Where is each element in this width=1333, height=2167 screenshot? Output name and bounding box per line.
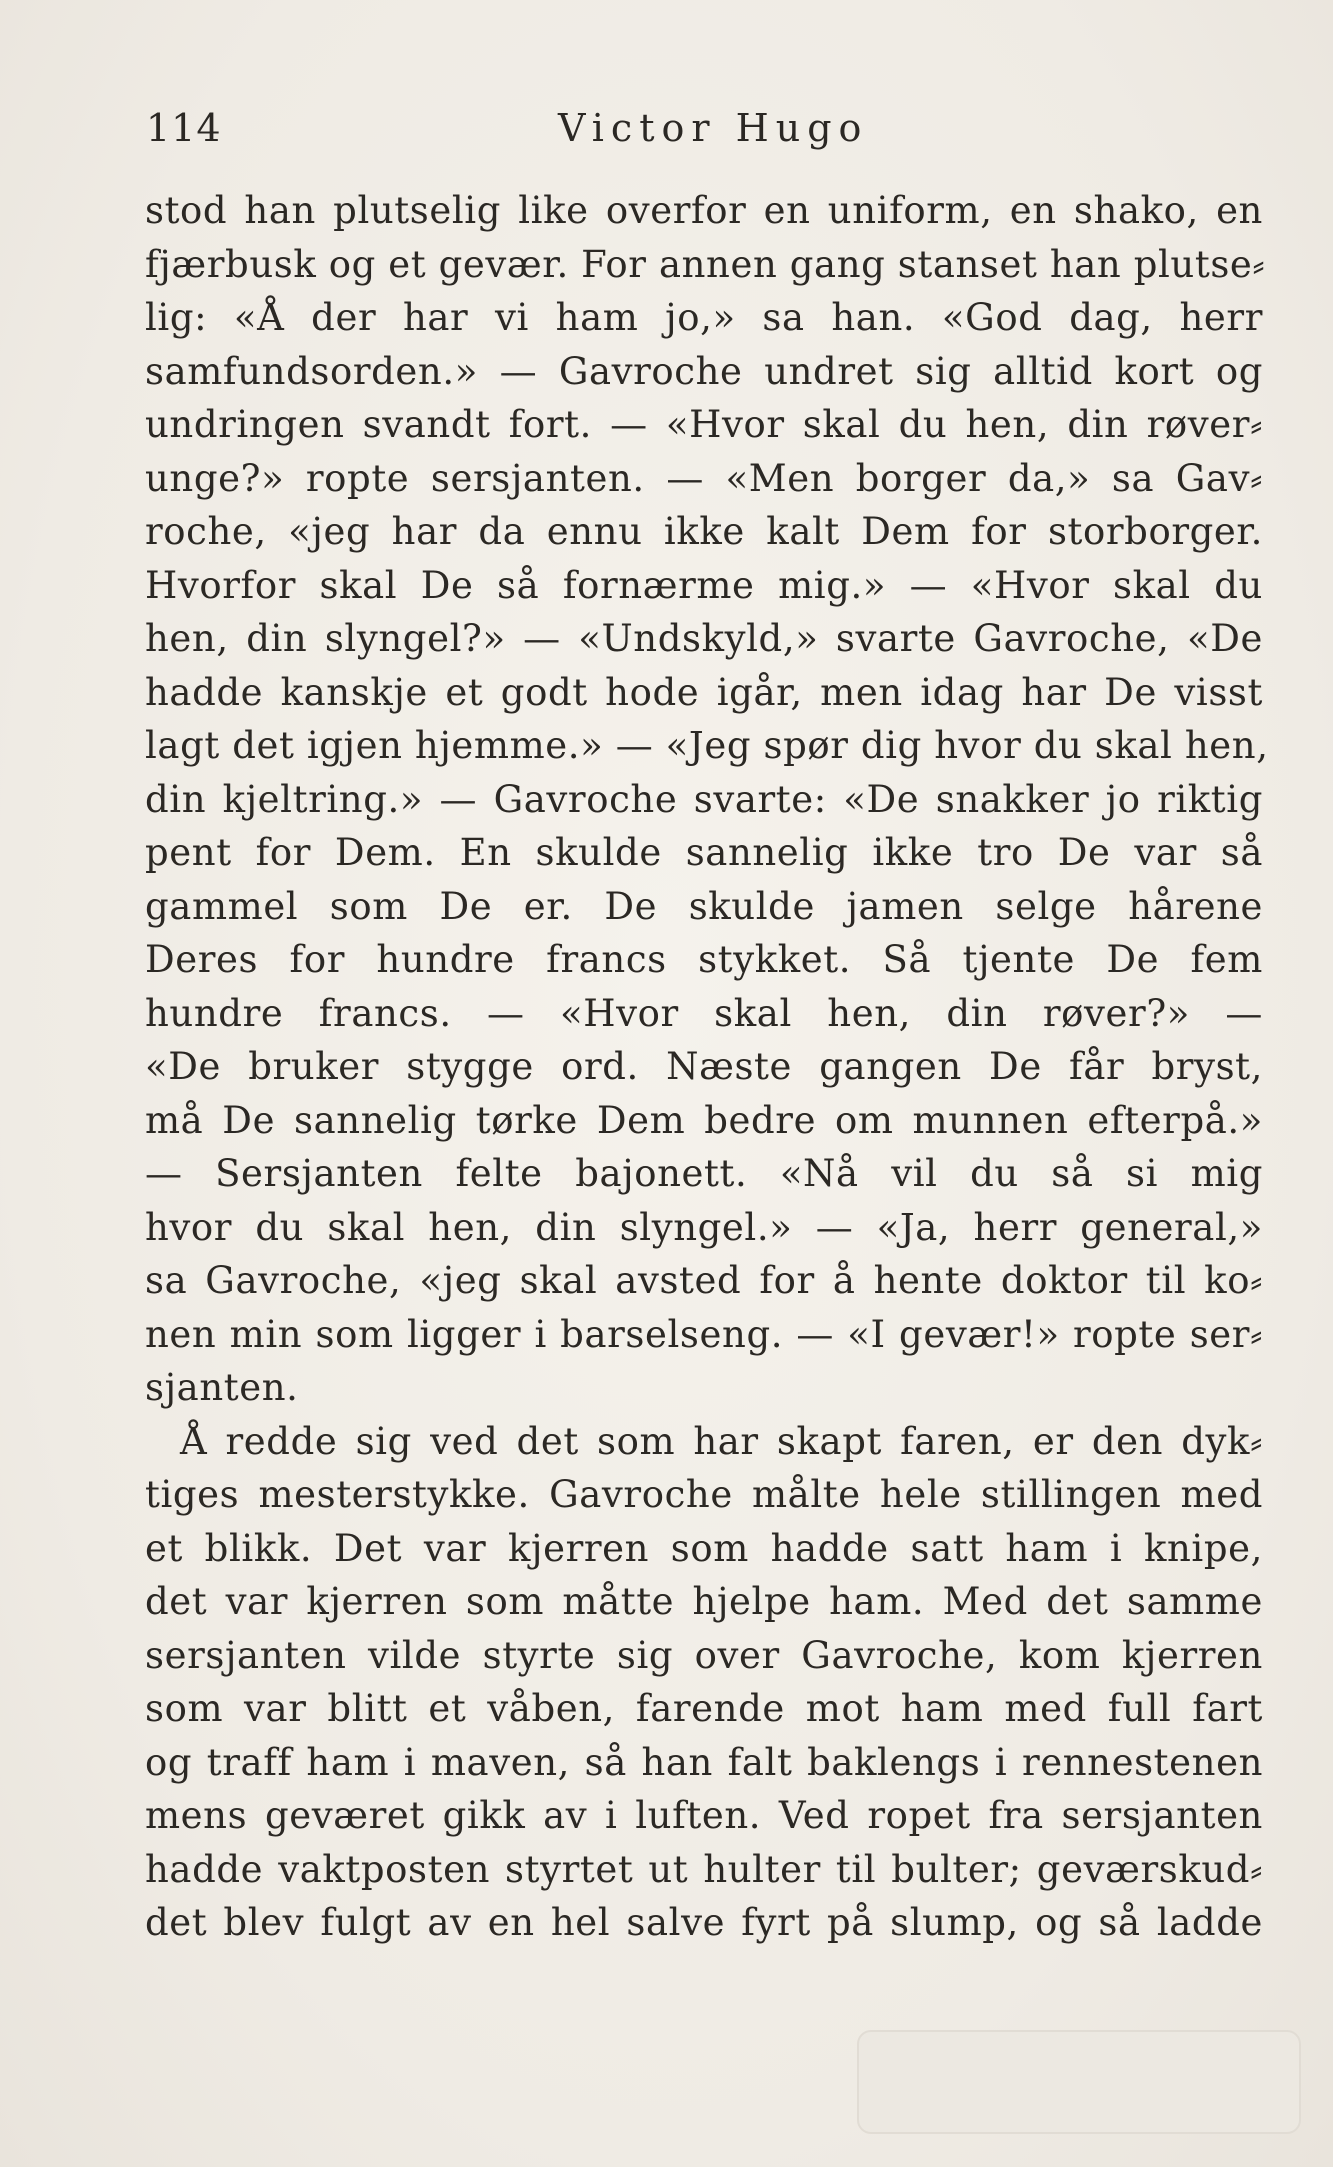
text-line: stod han plutselig like overfor en uniform, en shako, en bbox=[145, 189, 1263, 232]
text-line: det var kjerren som måtte hjelpe ham. Med det samme bbox=[145, 1580, 1263, 1623]
text-line: tiges mesterstykke. Gavroche målte hele stillingen med bbox=[145, 1473, 1263, 1516]
text-line: Hvorfor skal De så fornærme mig.» — «Hvor skal du bbox=[145, 563, 1263, 607]
text-line: hvor du skal hen, din slyngel.» — «Ja, herr general,» bbox=[145, 1205, 1263, 1249]
text-line: hundre francs. — «Hvor skal hen, din røver?» — bbox=[145, 991, 1263, 1035]
text-line: hadde kanskje et godt hode igår, men idag har De visst bbox=[145, 670, 1263, 714]
text-line: din kjeltring.» — Gavroche svarte: «De snakker jo riktig bbox=[145, 777, 1263, 821]
text-line: mens geværet gikk av i luften. Ved ropet fra sersjanten bbox=[145, 1794, 1263, 1837]
body-text bbox=[145, 184, 1269, 1950]
text-line: «De bruker stygge ord. Næste gangen De får bryst, bbox=[145, 1045, 1263, 1088]
text-line: et blikk. Det var kjerren som hadde satt ham i knipe, bbox=[145, 1526, 1263, 1570]
text-line: sa Gavroche, «jeg skal avsted for å hente doktor til ko⸗ bbox=[145, 1259, 1263, 1302]
text-line: som var blitt et våben, farende mot ham med full fart bbox=[145, 1687, 1263, 1730]
paragraph-end-line: sjanten. bbox=[145, 1366, 299, 1409]
library-stamp-mark bbox=[857, 2030, 1301, 2134]
text-line: undringen svandt fort. — «Hvor skal du hen, din røver⸗ bbox=[145, 403, 1263, 446]
text-line: hadde vaktposten styrtet ut hulter til bulter; geværskud⸗ bbox=[145, 1847, 1263, 1891]
text-line: og traff ham i maven, så han falt baklengs i rennestenen bbox=[145, 1740, 1263, 1784]
text-line: må De sannelig tørke Dem bedre om munnen efterpå.» bbox=[145, 1098, 1263, 1142]
text-line: lagt det igjen hjemme.» — «Jeg spør dig hvor du skal hen, bbox=[145, 724, 1269, 767]
text-line: samfundsorden.» — Gavroche undret sig alltid kort og bbox=[145, 349, 1263, 393]
text-line: lig: «Å der har vi ham jo,» sa han. «God dag, herr bbox=[145, 296, 1263, 339]
running-head: Victor Hugo bbox=[558, 106, 869, 150]
text-line: unge?» ropte sersjanten. — «Men borger da,» sa Gav⸗ bbox=[145, 456, 1263, 500]
text-line: fjærbusk og et gevær. For annen gang stanset han plutse⸗ bbox=[145, 242, 1266, 286]
page-header bbox=[146, 106, 1264, 156]
text-line: sersjanten vilde styrte sig over Gavroche, kom kjerren bbox=[145, 1633, 1263, 1677]
text-line: — Sersjanten felte bajonett. «Nå vil du så si mig bbox=[145, 1152, 1263, 1195]
text-line: gammel som De er. De skulde jamen selge hårene bbox=[145, 884, 1263, 928]
text-line: roche, «jeg har da ennu ikke kalt Dem for storborger. bbox=[145, 510, 1263, 553]
text-line: hen, din slyngel?» — «Undskyld,» svarte Gavroche, «De bbox=[145, 617, 1263, 660]
text-line: Deres for hundre francs stykket. Så tjente De fem bbox=[145, 938, 1263, 981]
paragraph-start-line: Å redde sig ved det som har skapt faren, er den dyk⸗ bbox=[180, 1419, 1263, 1463]
text-line: pent for Dem. En skulde sannelig ikke tro De var så bbox=[145, 831, 1263, 874]
text-line: nen min som ligger i barselseng. — «I gevær!» ropte ser⸗ bbox=[145, 1312, 1263, 1356]
text-line: det blev fulgt av en hel salve fyrt på slump, og så ladde bbox=[145, 1901, 1263, 1944]
page-number: 114 bbox=[146, 106, 222, 150]
